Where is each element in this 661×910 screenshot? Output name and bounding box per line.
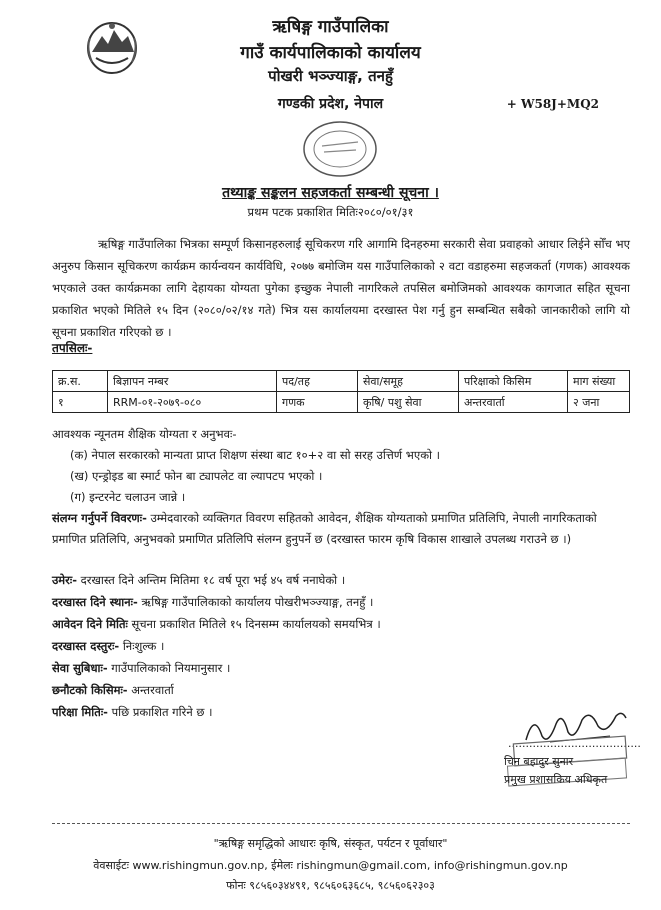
date-label: आवेदन दिने मितिः	[52, 617, 128, 631]
header-province: गण्डकी प्रदेश, नेपाल	[277, 96, 384, 112]
table-header-cell: सेवा/समूह	[358, 371, 459, 392]
officer-name: चिन बहादुर सुनार	[504, 755, 574, 768]
table-header-cell: माग संख्या	[568, 371, 630, 392]
footer-phone: फोनः ९८५६०३४४९१, ९८५६०६३६८५, ९८५६०६२३०३	[226, 879, 435, 892]
notice-published-date: प्रथम पटक प्रकाशित मितिः२०८०/०१/३१	[247, 205, 414, 219]
facility-section	[52, 658, 630, 679]
age-section	[52, 570, 630, 591]
facility-label: सेवा सुबिधाः-	[52, 661, 108, 675]
requirement-item: (ग) इन्टरनेट चलाउन जान्ने ।	[70, 490, 186, 504]
tapasil-label: तपसिलः-	[52, 341, 93, 355]
office-stamp-icon	[300, 118, 380, 180]
table-row	[53, 392, 630, 413]
selection-section	[52, 680, 630, 701]
requirements-title: आवश्यक न्यूनतम शैक्षिक योग्यता र अनुभवः-	[52, 427, 237, 441]
vacancy-table	[52, 370, 630, 413]
date-text: सूचना प्रकाशित मितिले १५ दिनसम्म कार्यालयको समयभित्र ।	[131, 617, 381, 631]
selection-text: अन्तरवार्ता	[131, 683, 174, 697]
date-section	[52, 614, 630, 635]
header-municipality: ऋषिङ्ग गाउँपालिका	[272, 17, 389, 37]
table-header-cell: क्र.स.	[53, 371, 108, 392]
attachments-label: संलग्न गर्नुपर्ने विवरणः-	[52, 511, 147, 525]
signature-line: ......................................	[508, 737, 641, 750]
table-cell: २ जना	[568, 392, 630, 413]
place-label: दरखास्त दिने स्थानः-	[52, 595, 138, 609]
table-cell: RRM-०१-२०७९-०८०	[108, 392, 277, 413]
attachments-section	[52, 508, 630, 550]
table-cell: अन्तरवार्ता	[459, 392, 568, 413]
requirement-item: (क) नेपाल सरकारको मान्यता प्राप्त शिक्षण संस्था बाट १०+२ वा सो सरह उत्तिर्ण भएको ।	[70, 448, 441, 462]
table-cell: कृषि/ पशु सेवा	[358, 392, 459, 413]
footer-slogan: "ऋषिङ्ग समृद्धिको आधारः कृषि, संस्कृत, पर्यटन र पूर्वाधार"	[213, 837, 448, 850]
footer-divider	[52, 823, 630, 824]
fee-section	[52, 636, 630, 657]
header-address: पोखरी भञ्ज्याङ्ग, तनहुँ	[268, 67, 393, 85]
table-header-cell: बिज्ञापन नम्बर	[108, 371, 277, 392]
table-header-row	[53, 371, 630, 392]
requirement-item: (ख) एन्ड्रोइड बा स्मार्ट फोन बा ट्यापलेट वा ल्यापटप भएको ।	[70, 469, 323, 483]
table-header-cell: पद/तह	[277, 371, 358, 392]
place-section	[52, 592, 630, 613]
notice-body: ऋषिङ्ग गाउँपालिका भित्रका सम्पूर्ण किसानहरुलाई सूचिकरण गरि आगामि दिनहरुमा सरकारी सेवा प्रवाहको आधार लिईने सोँच भए अनुरुप किसान सूचिकरण कार्यक्रम कार्यन्वयन कार्यविधि, २०७७ बमोजिम यस गाउँपालिकाको २ वटा वडाहरुमा सहजकर्ता (गणक) आवश्यक भएकाले उक्त कार्यक्रमका लागि देहायका योग्यता पुगेका इच्छुक नेपाली नागरिकले तपसिल बमोजिमको आवश्यक कागजात सहित सूचना प्रकाशित भएको मितिले १५ दिन (२०८०/०२/१४ गते) भित्र यस कार्यालयमा दरखास्त पेश गर्नु हुन सम्बन्धित सबैको जानकारीको लागि यो सूचना प्रकाशित गरिएको छ ।	[52, 237, 630, 339]
notice-title: तथ्याङ्क सङ्कलन सहजकर्ता सम्बन्धी सूचना ।	[222, 185, 439, 201]
fee-text: निःशुल्क ।	[122, 639, 165, 653]
footer-website-email: वेवसाईटः www.rishingmun.gov.np, ईमेलः rishingmun@gmail.com, info@rishingmun.gov.np	[93, 859, 568, 872]
table-cell: गणक	[277, 392, 358, 413]
age-text: दरखास्त दिने अन्तिम मितिमा १८ वर्ष पूरा भई ४५ वर्ष ननाघेको ।	[80, 573, 346, 587]
age-label: उमेरः-	[52, 573, 77, 587]
place-text: ऋषिङ्ग गाउँपालिकाको कार्यालय पोखरीभञ्ज्याङ्ग, तनहुँ ।	[141, 595, 374, 609]
table-header-cell: परिक्षाको किसिम	[459, 371, 568, 392]
facility-text: गाउँपालिकाको नियमानुसार ।	[111, 661, 231, 675]
exam-text: पछि प्रकाशित गरिने छ ।	[111, 705, 213, 719]
header-office: गाउँ कार्यपालिकाको कार्यालय	[240, 43, 421, 63]
officer-role: प्रमुख प्रशासकिय अधिकृत	[504, 773, 608, 786]
exam-label: परिक्षा मितिः-	[52, 705, 108, 719]
fee-label: दरखास्त दस्तुरः-	[52, 639, 120, 653]
attachments-text: उम्मेदवारको व्यक्तिगत विवरण सहितको आवेदन, शैक्षिक योग्यताको प्रमाणित प्रतिलिपि, नेपाली नागरिकताको प्रमाणित प्रतिलिपि, अनुभवको प्रमाणित प्रतिलिपि संलग्न हुनुपर्ने छ (दरखास्त फारम कृषि विकास शाखाले उपलब्ध गराउने छ ।)	[52, 511, 597, 546]
selection-label: छनौटको किसिमः-	[52, 683, 128, 697]
table-cell: १	[53, 392, 108, 413]
plus-code: + W58J+MQ2	[506, 97, 599, 111]
